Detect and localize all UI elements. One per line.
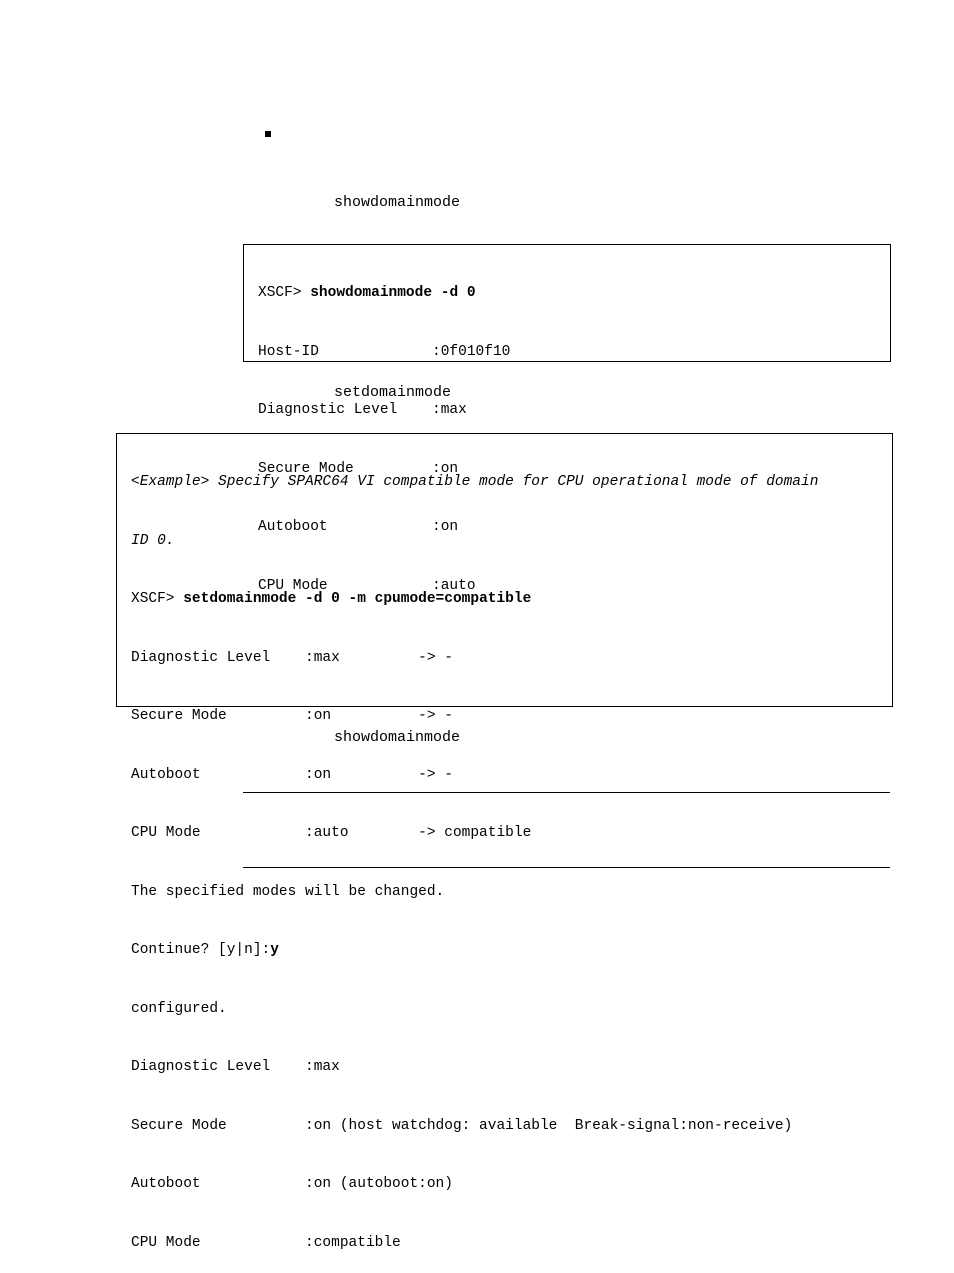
code-line: Secure Mode :on [258,460,459,477]
code-line-notice: The specified modes will be changed. [131,883,445,900]
command-text: setdomainmode -d 0 -m cpumode=compatible [183,591,532,607]
code-line: CPU Mode :auto -> compatible [131,825,532,841]
code-line: Diagnostic Level :max -> - [131,649,453,666]
code-line-configured: configured. [131,1000,227,1017]
prompt: XSCF> [258,285,311,301]
continue-prompt: Continue? [y|n]: [131,942,271,958]
continue-answer: y [270,942,279,958]
prompt: XSCF> [131,591,184,607]
command-label-setdomainmode: setdomainmode [334,384,452,401]
command-label-showdomainmode: showdomainmode [334,194,461,211]
code-line: Autoboot :on (autoboot:on) [131,1176,453,1192]
code-line: Autoboot :on -> - [131,766,453,783]
example-caption-continued: ID 0. [131,532,175,549]
code-line: Autoboot :on [258,519,459,535]
code-line-command [258,284,890,304]
code-line: Host-ID :0f010f10 [258,343,511,360]
code-line: CPU Mode :auto [258,577,476,594]
code-line-command [131,590,892,610]
code-line: Diagnostic Level :max [258,402,467,418]
note-bottom-rule [243,867,890,868]
code-line-continue [131,941,892,961]
code-line: Secure Mode :on -> - [131,708,453,724]
note-top-rule [243,792,890,793]
command-label-showdomainmode-2: showdomainmode [334,729,461,746]
code-line: Diagnostic Level :max [131,1059,340,1075]
bullet-marker [265,131,271,137]
code-line: CPU Mode :compatible [131,1234,401,1251]
command-text: showdomainmode -d 0 [310,285,476,301]
example-caption: <Example> Specify SPARC64 VI compatible mode for CPU operational mode of domain [131,474,819,490]
code-line: Secure Mode :on (host watchdog: available Break-signal:non-receive) [131,1117,793,1134]
